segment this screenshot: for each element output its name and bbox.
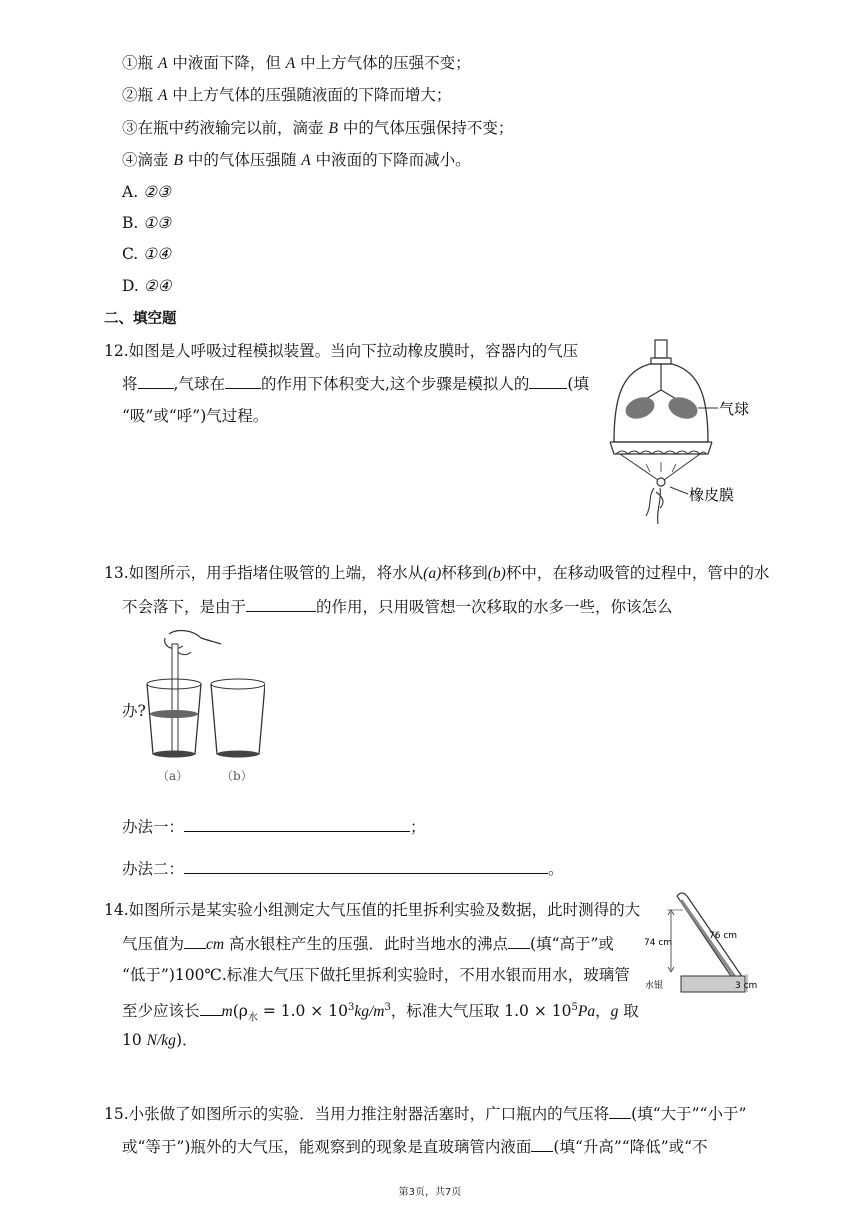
- q12-blank-3[interactable]: [529, 372, 567, 389]
- method-2-blank[interactable]: [184, 857, 548, 874]
- statement-1: ①瓶 A 中液面下降，但 A 中上方气体的压强不变；: [122, 54, 471, 72]
- height-74-label: 74 cm: [644, 938, 673, 948]
- q13-method-1: 办法一： ；: [122, 815, 426, 838]
- membrane-label: 橡皮膜: [689, 486, 735, 504]
- cup-a-label: （a）: [157, 769, 189, 783]
- q14-blank-1[interactable]: [184, 932, 206, 949]
- q15-blank-1[interactable]: [609, 1102, 631, 1119]
- statement-2: ②瓶 A 中上方气体的压强随液面的下降而增大；: [122, 86, 452, 104]
- straw-cups-figure: [135, 626, 265, 788]
- q14-line-2: 气压值为 cm 高水银柱产生的压强．此时当地水的沸点 (填“高于”或: [122, 932, 614, 956]
- choice-b: B. ①③: [122, 214, 172, 232]
- section-heading: 二、填空题: [104, 311, 177, 327]
- torricelli-figure: [643, 888, 763, 998]
- method-1-blank[interactable]: [184, 815, 410, 832]
- q13-line-2: 不会落下，是由于 的作用，只用吸管想一次移取的水多一些，你该怎么: [122, 595, 673, 618]
- breathing-model-figure: [600, 332, 770, 532]
- statement-3: ③在瓶中药液输完以前，滴壶 B 中的气体压强保持不变；: [122, 119, 514, 137]
- cup-b-label: （b）: [221, 769, 253, 783]
- q15-line-2: 或“等于”)瓶外的大气压，能观察到的现象是直玻璃管内液面 (填“升高”“降低”或“不: [122, 1135, 708, 1158]
- length-76-label: 76 cm: [709, 931, 738, 941]
- q13-line-3: 办?: [122, 702, 146, 720]
- q14-line-4: 至少应该长 $m(\rho_水 = 1.0 \times 10^3kg/m^3$，标准大气压取 $1.0 \times 10^5Pa$，g 取: [122, 997, 639, 1029]
- q13-line-1: 13.如图所示，用手指堵住吸管的上端，将水从(a)杯移到(b)杯中，在移动吸管的过程中，管中的水: [104, 564, 770, 582]
- q12-line-2: 将 ,气球在 的作用下体积变大,这个步骤是模拟人的 (填: [122, 372, 589, 395]
- q12-blank-2[interactable]: [225, 372, 261, 389]
- q14-line-1: 14.如图所示是某实验小组测定大气压值的托里拆利实验及数据，此时测得的大: [104, 901, 641, 919]
- balloon-label: 气球: [719, 400, 750, 418]
- depth-3-label: 3 cm: [735, 981, 758, 991]
- mercury-label: 水银: [645, 981, 664, 991]
- q13-blank-1[interactable]: [246, 595, 316, 612]
- q13-method-2: 办法二： 。: [122, 857, 564, 880]
- q14-line-5: 10 N/kg)．: [122, 1031, 198, 1049]
- choice-d: D. ②④: [122, 277, 172, 295]
- q12-line-3: “吸”或“呼”)气过程。: [122, 407, 269, 425]
- choice-a: A. ②③: [122, 183, 171, 201]
- statement-4: ④滴壶 B 中的气体压强随 A 中液面的下降而减小。: [122, 151, 471, 169]
- q15-blank-2[interactable]: [531, 1135, 553, 1152]
- q14-blank-2[interactable]: [508, 932, 530, 949]
- q14-line-3: “低于”)100℃.标准大气压下做托里拆利实验时，不用水银而用水，玻璃管: [122, 966, 630, 984]
- q14-blank-3[interactable]: [200, 999, 222, 1016]
- q12-blank-1[interactable]: [138, 372, 174, 389]
- q12-line-1: 12.如图是人呼吸过程模拟装置。当向下拉动橡皮膜时，容器内的气压: [104, 342, 579, 360]
- q15-line-1: 15.小张做了如图所示的实验．当用力推注射器活塞时，广口瓶内的气压将 (填“大于”“小于”: [104, 1102, 746, 1125]
- choice-c: C. ①④: [122, 245, 171, 263]
- page-footer: 第3页，共7页: [398, 1187, 462, 1198]
